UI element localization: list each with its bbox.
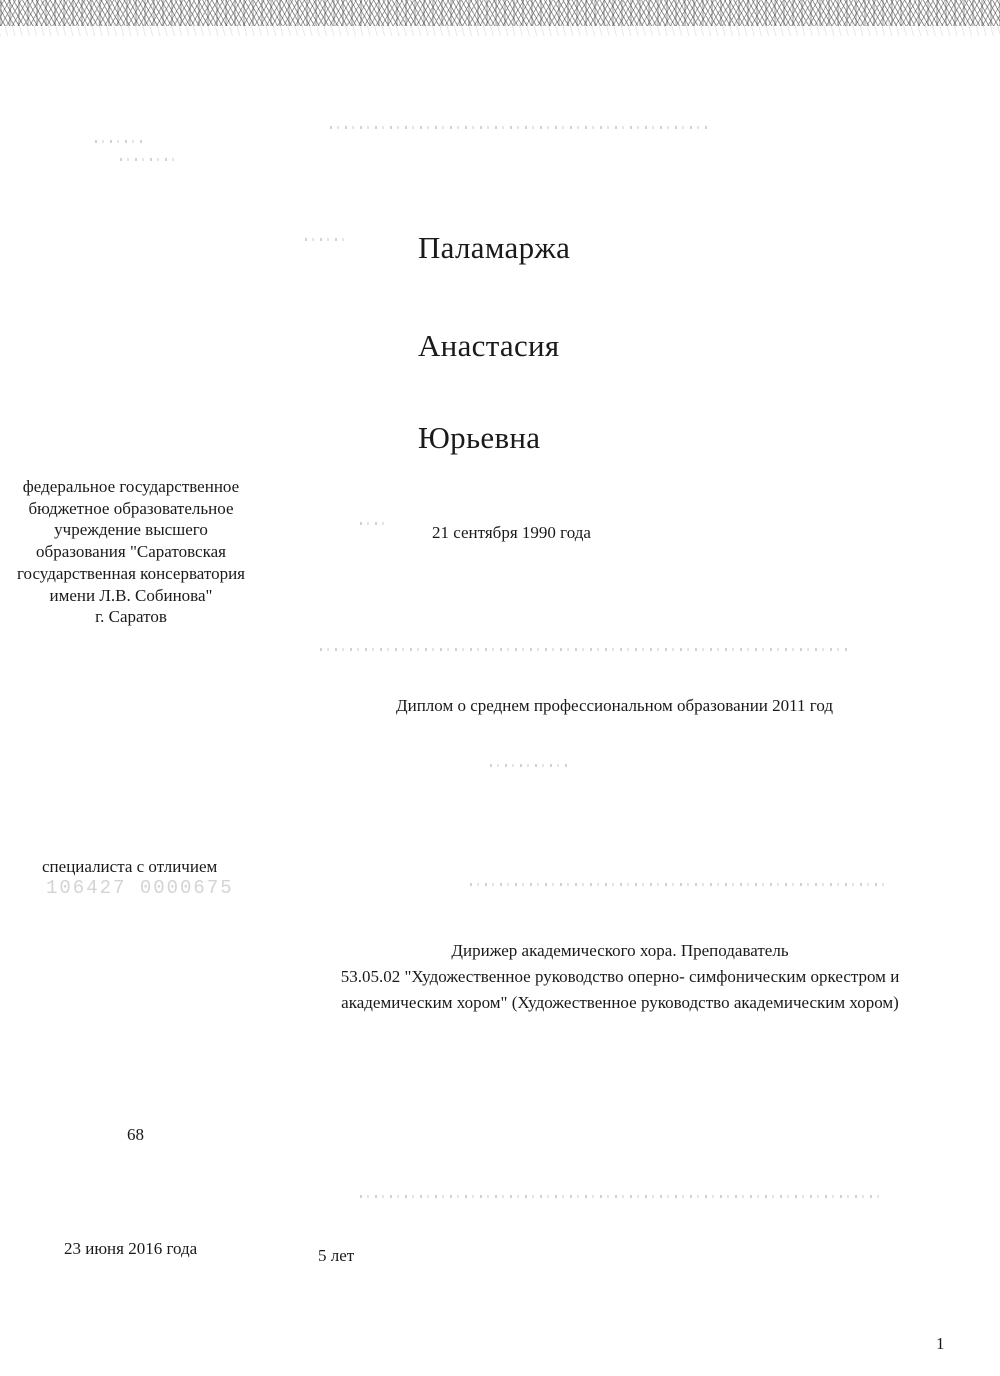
specialty-line: 53.05.02 "Художественное руководство оперно- симфоническим оркестром и bbox=[340, 967, 900, 986]
specialty-line: академическим хором" (Художественное руководство академическим хором) bbox=[341, 993, 899, 1012]
issue-date: 23 июня 2016 года bbox=[64, 1239, 198, 1258]
print-noise bbox=[360, 1195, 880, 1198]
previous-education: Диплом о среднем профессиональном образовании 2011 год bbox=[396, 696, 833, 715]
print-noise bbox=[120, 158, 180, 161]
print-noise bbox=[320, 648, 850, 651]
qualification-block bbox=[300, 938, 940, 1016]
print-noise bbox=[305, 238, 345, 241]
print-noise bbox=[470, 883, 890, 886]
print-noise bbox=[360, 522, 384, 525]
birth-date: 21 сентября 1990 года bbox=[432, 523, 591, 542]
guilloche-border bbox=[0, 0, 1000, 26]
institution-line: государственная консерватория bbox=[17, 563, 245, 583]
print-noise bbox=[490, 764, 570, 767]
holder-first-name: Анастасия bbox=[418, 328, 560, 363]
holder-patronymic: Юрьевна bbox=[418, 420, 541, 455]
institution-line: имени Л.В. Собинова" bbox=[49, 585, 213, 605]
institution-name bbox=[6, 476, 256, 628]
institution-city: г. Саратов bbox=[95, 607, 167, 627]
diploma-type: специалиста с отличием bbox=[42, 857, 218, 876]
institution-line: образования "Саратовская bbox=[36, 542, 226, 562]
institution-line: федеральное государственное bbox=[22, 477, 240, 496]
study-duration: 5 лет bbox=[318, 1246, 355, 1265]
qualification-title: Дирижер академического хора. Преподаватель bbox=[451, 941, 789, 960]
holder-surname: Паламаржа bbox=[418, 230, 571, 265]
page-number: 1 bbox=[936, 1334, 945, 1353]
institution-line: учреждение высшего bbox=[54, 520, 208, 540]
institution-line: бюджетное образовательное bbox=[28, 498, 234, 518]
print-noise bbox=[95, 140, 145, 143]
registration-number: 68 bbox=[127, 1125, 144, 1144]
print-noise bbox=[330, 126, 710, 129]
diploma-serial-number: 106427 0000675 bbox=[46, 877, 234, 899]
